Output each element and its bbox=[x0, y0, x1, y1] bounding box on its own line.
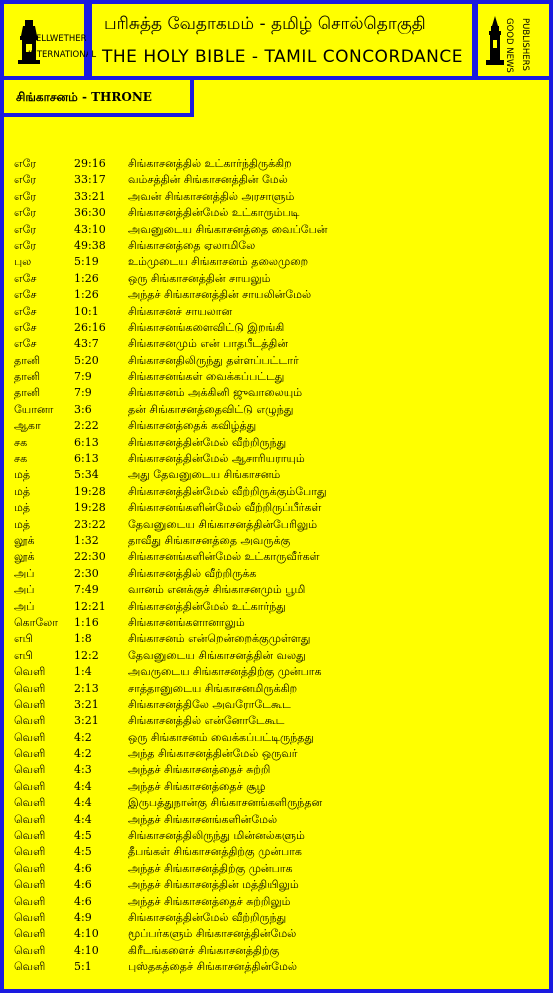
concordance-row bbox=[0, 353, 553, 369]
verse-reference: 4:4 bbox=[74, 812, 92, 826]
concordance-row bbox=[0, 943, 553, 959]
book-abbrev: வெளி bbox=[14, 779, 46, 793]
concordance-row bbox=[0, 697, 553, 713]
verse-reference: 7:49 bbox=[74, 583, 99, 597]
verse-text: அந்தச் சிங்காசனத்தின் சாயலின்மேல் bbox=[128, 288, 312, 302]
concordance-row bbox=[0, 762, 553, 778]
verse-reference: 5:20 bbox=[74, 353, 99, 367]
concordance-row bbox=[0, 467, 553, 483]
verse-text: அந்தச் சிங்காசனத்தைச் சுற்றிலும் bbox=[128, 894, 291, 908]
verse-text: சிங்காசனத்தின்மேல் வீற்றிருக்கும்போது bbox=[128, 484, 327, 498]
verse-reference: 6:13 bbox=[74, 435, 99, 449]
book-abbrev: வெளி bbox=[14, 697, 46, 711]
book-abbrev: வெளி bbox=[14, 894, 46, 908]
concordance-row bbox=[0, 533, 553, 549]
book-abbrev: மத் bbox=[14, 517, 31, 531]
verse-reference: 2:22 bbox=[74, 419, 99, 433]
verse-reference: 6:13 bbox=[74, 452, 99, 466]
book-abbrev: வெளி bbox=[14, 829, 46, 843]
verse-text: சிங்காசனங்களைவிட்டு இறங்கி bbox=[128, 320, 285, 334]
verse-text: சிங்காசனத்தில் வீற்றிருக்க bbox=[128, 566, 257, 580]
book-abbrev: வெளி bbox=[14, 943, 46, 957]
verse-reference: 2:30 bbox=[74, 566, 99, 580]
verse-text: சிங்காசனங்களின்மேல் வீற்றிருப்பீர்கள் bbox=[128, 501, 322, 515]
concordance-row bbox=[0, 156, 553, 172]
verse-text: சிங்காசனத்தை ஏலாமிலே bbox=[128, 238, 256, 252]
title-english: THE HOLY BIBLE - TAMIL CONCORDANCE bbox=[102, 47, 464, 67]
concordance-row bbox=[0, 484, 553, 500]
verse-text: அது தேவனுடைய சிங்காசனம் bbox=[128, 468, 281, 482]
concordance-row bbox=[0, 271, 553, 287]
verse-text: அந்த சிங்காசனத்தின்மேல் ஒருவர் bbox=[128, 747, 298, 761]
verse-text: தன் சிங்காசனத்தைவிட்டு எழுந்து bbox=[128, 402, 294, 416]
subject-box bbox=[0, 76, 194, 117]
verse-text: சிங்காசனத்திலே அவரோடேகூட bbox=[128, 697, 291, 711]
title-box bbox=[88, 0, 476, 80]
concordance-row bbox=[0, 779, 553, 795]
verse-text: ஒரு சிங்காசனம் வைக்கப்பட்டிருந்தது bbox=[128, 730, 314, 744]
book-abbrev: ஆகா bbox=[14, 419, 41, 433]
concordance-row bbox=[0, 254, 553, 270]
verse-reference: 10:1 bbox=[74, 304, 99, 318]
verse-reference: 5:1 bbox=[74, 960, 92, 974]
book-abbrev: தானி bbox=[14, 370, 41, 384]
verse-text: சிங்காசனமும் என் பாதபீடத்தின் bbox=[128, 337, 288, 351]
concordance-row bbox=[0, 418, 553, 434]
book-abbrev: எசே bbox=[14, 271, 37, 285]
book-abbrev: வெளி bbox=[14, 763, 46, 777]
concordance-row bbox=[0, 861, 553, 877]
verse-text: சிங்காசனச் சாயலான bbox=[128, 304, 233, 318]
verse-reference: 4:6 bbox=[74, 861, 92, 875]
verse-text: அந்தச் சிங்காசனத்திற்கு முன்பாக bbox=[128, 861, 293, 875]
concordance-row bbox=[0, 746, 553, 762]
book-abbrev: வெளி bbox=[14, 960, 46, 974]
verse-text: சிங்காசனம் அக்கினி ஜுவாலையும் bbox=[128, 386, 303, 400]
subject-heading: சிங்காசனம் - THRONE bbox=[16, 90, 152, 104]
concordance-row bbox=[0, 435, 553, 451]
right-logo-line1: GOOD NEWS bbox=[504, 18, 514, 73]
book-abbrev: எசே bbox=[14, 320, 37, 334]
concordance-row bbox=[0, 730, 553, 746]
verse-text: அவன் சிங்காசனத்தில் அரசாளும் bbox=[128, 189, 295, 203]
left-logo-line2: INTERNATIONAL bbox=[28, 50, 97, 60]
book-abbrev: தானி bbox=[14, 353, 41, 367]
verse-reference: 33:17 bbox=[74, 173, 106, 187]
concordance-row bbox=[0, 287, 553, 303]
concordance-row bbox=[0, 549, 553, 565]
verse-text: உம்முடைய சிங்காசனம் தலைமுறை bbox=[128, 255, 309, 269]
concordance-row bbox=[0, 172, 553, 188]
verse-text: தாவீது சிங்காசனத்தை அவருக்கு bbox=[128, 533, 291, 547]
concordance-row bbox=[0, 369, 553, 385]
book-abbrev: வெளி bbox=[14, 796, 46, 810]
verse-reference: 43:7 bbox=[74, 337, 99, 351]
verse-reference: 5:19 bbox=[74, 255, 99, 269]
concordance-row bbox=[0, 238, 553, 254]
verse-reference: 4:4 bbox=[74, 779, 92, 793]
verse-text: அவனுடைய சிங்காசனத்தை வைப்பேன் bbox=[128, 222, 328, 236]
book-abbrev: எரே bbox=[14, 238, 37, 252]
verse-reference: 4:10 bbox=[74, 927, 99, 941]
verse-reference: 12:21 bbox=[74, 599, 106, 613]
verse-text: ஒரு சிங்காசனத்தின் சாயலும் bbox=[128, 271, 271, 285]
verse-text: கிரீடங்களைச் சிங்காசனத்திற்கு bbox=[128, 943, 280, 957]
verse-reference: 4:10 bbox=[74, 943, 99, 957]
verse-reference: 29:16 bbox=[74, 157, 106, 170]
book-abbrev: வெளி bbox=[14, 730, 46, 744]
book-abbrev: வெளி bbox=[14, 747, 46, 761]
concordance-row bbox=[0, 959, 553, 975]
verse-text: அவருடைய சிங்காசனத்திற்கு முன்பாக bbox=[128, 665, 322, 679]
concordance-row bbox=[0, 320, 553, 336]
verse-reference: 3:6 bbox=[74, 402, 92, 416]
concordance-row bbox=[0, 631, 553, 647]
book-abbrev: லூக் bbox=[14, 533, 35, 547]
verse-text: சிங்காசனத்தின்மேல் வீற்றிருந்து bbox=[128, 910, 287, 924]
concordance-row bbox=[0, 517, 553, 533]
verse-reference: 4:5 bbox=[74, 829, 92, 843]
bellwether-logo bbox=[0, 0, 97, 80]
verse-reference: 1:26 bbox=[74, 288, 99, 302]
verse-reference: 4:5 bbox=[74, 845, 92, 859]
book-abbrev: வெளி bbox=[14, 665, 46, 679]
concordance-row bbox=[0, 189, 553, 205]
verse-reference: 4:3 bbox=[74, 763, 92, 777]
verse-reference: 26:16 bbox=[74, 320, 106, 334]
verse-reference: 5:34 bbox=[74, 468, 99, 482]
book-abbrev: லூக் bbox=[14, 550, 35, 564]
book-abbrev: எரே bbox=[14, 173, 37, 187]
verse-text: சிங்காசனத்தின்மேல் வீற்றிருந்து bbox=[128, 435, 287, 449]
verse-reference: 4:6 bbox=[74, 878, 92, 892]
book-abbrev: கொலோ bbox=[14, 615, 59, 629]
title-tamil: பரிசுத்த வேதாகமம் - தமிழ் சொல்தொகுதி bbox=[104, 14, 426, 34]
book-abbrev: வெளி bbox=[14, 861, 46, 875]
right-logo-line2: PUBLISHERS bbox=[520, 18, 530, 71]
concordance-row bbox=[0, 664, 553, 680]
good-news-logo bbox=[474, 0, 553, 80]
verse-reference: 33:21 bbox=[74, 189, 106, 203]
book-abbrev: வெளி bbox=[14, 910, 46, 924]
concordance-row bbox=[0, 812, 553, 828]
verse-reference: 3:21 bbox=[74, 714, 99, 728]
book-abbrev: மத் bbox=[14, 468, 31, 482]
book-abbrev: எபி bbox=[14, 632, 33, 646]
verse-reference: 19:28 bbox=[74, 501, 106, 515]
verse-text: அந்தச் சிங்காசனத்தைச் சுற்றி bbox=[128, 763, 271, 777]
concordance-row bbox=[0, 844, 553, 860]
book-abbrev: வெளி bbox=[14, 681, 46, 695]
concordance-row bbox=[0, 894, 553, 910]
book-abbrev: எசே bbox=[14, 304, 37, 318]
verse-reference: 1:32 bbox=[74, 533, 99, 547]
verse-reference: 2:13 bbox=[74, 681, 99, 695]
verse-text: சிங்காசனத்தின்மேல் ஆசாரியராயும் bbox=[128, 452, 305, 466]
concordance-row bbox=[0, 795, 553, 811]
verse-text: மூப்பர்களும் சிங்காசனத்தின்மேல் bbox=[128, 927, 297, 941]
book-abbrev: எரே bbox=[14, 206, 37, 220]
concordance-row bbox=[0, 336, 553, 352]
concordance-row bbox=[0, 877, 553, 893]
concordance-row bbox=[0, 385, 553, 401]
book-abbrev: எபி bbox=[14, 648, 33, 662]
verse-text: சிங்காசனதிலிருந்து தள்ளப்பட்டார் bbox=[128, 353, 299, 367]
book-abbrev: வெளி bbox=[14, 812, 46, 826]
verse-text: அந்தச் சிங்காசனத்தின் மத்தியிலும் bbox=[128, 878, 299, 892]
verse-reference: 1:8 bbox=[74, 632, 92, 646]
book-abbrev: சக bbox=[14, 435, 28, 449]
book-abbrev: தானி bbox=[14, 386, 41, 400]
verse-text: சிங்காசனங்கள் வைக்கப்பட்டது bbox=[128, 370, 285, 384]
verse-reference: 4:2 bbox=[74, 730, 92, 744]
verse-reference: 36:30 bbox=[74, 206, 106, 220]
verse-text: அந்தச் சிங்காசனங்களின்மேல் bbox=[128, 812, 278, 826]
book-abbrev: எரே bbox=[14, 222, 37, 236]
verse-reference: 1:4 bbox=[74, 665, 92, 679]
verse-reference: 4:4 bbox=[74, 796, 92, 810]
verse-text: சிங்காசனம் என்றென்றைக்குமுள்ளது bbox=[128, 632, 311, 646]
verse-text: புஸ்தகத்தைச் சிங்காசனத்தின்மேல் bbox=[128, 960, 297, 974]
verse-text: சிங்காசனத்தைக் கவிழ்த்து bbox=[128, 419, 257, 433]
verse-reference: 7:9 bbox=[74, 370, 92, 384]
concordance-row bbox=[0, 566, 553, 582]
verse-text: சாத்தானுடைய சிங்காசனமிருக்கிற bbox=[128, 681, 298, 695]
book-abbrev: சக bbox=[14, 452, 28, 466]
concordance-row bbox=[0, 582, 553, 598]
book-abbrev: மத் bbox=[14, 484, 31, 498]
verse-reference: 7:9 bbox=[74, 386, 92, 400]
verse-reference: 22:30 bbox=[74, 550, 106, 564]
verse-text: சிங்காசனங்களானாலும் bbox=[128, 615, 245, 629]
verse-text: சிங்காசனத்தில் என்னோடேகூட bbox=[128, 714, 285, 728]
book-abbrev: அப் bbox=[14, 583, 35, 597]
concordance-row bbox=[0, 648, 553, 664]
concordance-row bbox=[0, 713, 553, 729]
concordance-row bbox=[0, 451, 553, 467]
verse-reference: 43:10 bbox=[74, 222, 106, 236]
verse-text: தேவனுடைய சிங்காசனத்தின் வலது bbox=[128, 648, 306, 662]
verse-text: சிங்காசனத்தின்மேல் உட்கார்ந்து bbox=[128, 599, 286, 613]
verse-reference: 49:38 bbox=[74, 238, 106, 252]
verse-reference: 3:21 bbox=[74, 697, 99, 711]
verse-reference: 19:28 bbox=[74, 484, 106, 498]
verse-text: சிங்காசனங்களின்மேல் உட்காருவீர்கள் bbox=[128, 550, 320, 564]
concordance-row bbox=[0, 222, 553, 238]
book-abbrev: எசே bbox=[14, 288, 37, 302]
book-abbrev: வெளி bbox=[14, 878, 46, 892]
concordance-row bbox=[0, 926, 553, 942]
verse-reference: 4:6 bbox=[74, 894, 92, 908]
verse-text: சிங்காசனத்திலிருந்து மின்னல்களும் bbox=[128, 829, 305, 843]
verse-text: சிங்காசனத்தில் உட்கார்ந்திருக்கிற bbox=[128, 157, 292, 170]
book-abbrev: வெளி bbox=[14, 927, 46, 941]
verse-reference: 1:16 bbox=[74, 615, 99, 629]
concordance-row bbox=[0, 402, 553, 418]
concordance-list bbox=[0, 156, 553, 976]
book-abbrev: எசே bbox=[14, 337, 37, 351]
concordance-row bbox=[0, 205, 553, 221]
verse-reference: 23:22 bbox=[74, 517, 106, 531]
verse-reference: 4:9 bbox=[74, 910, 92, 924]
book-abbrev: வெளி bbox=[14, 714, 46, 728]
concordance-row bbox=[0, 304, 553, 320]
left-logo-line1: BELLWETHER bbox=[30, 34, 87, 44]
verse-text: அந்தச் சிங்காசனத்தைச் சூழ bbox=[128, 779, 266, 793]
verse-text: சிங்காசனத்தின்மேல் உட்காரும்படி bbox=[128, 206, 300, 220]
book-abbrev: வெளி bbox=[14, 845, 46, 859]
concordance-row bbox=[0, 828, 553, 844]
verse-reference: 4:2 bbox=[74, 747, 92, 761]
verse-text: இருபத்துநான்கு சிங்காசனங்களிருந்தன bbox=[128, 796, 323, 810]
book-abbrev: புல bbox=[14, 255, 32, 269]
book-abbrev: யோனா bbox=[14, 402, 54, 416]
verse-text: வானம் எனக்குச் சிங்காசனமும் பூமி bbox=[128, 583, 306, 597]
concordance-row bbox=[0, 681, 553, 697]
book-abbrev: அப் bbox=[14, 566, 35, 580]
verse-text: வம்சத்தின் சிங்காசனத்தின் மேல் bbox=[128, 173, 288, 187]
verse-reference: 12:2 bbox=[74, 648, 99, 662]
book-abbrev: எரே bbox=[14, 157, 37, 170]
concordance-row bbox=[0, 599, 553, 615]
book-abbrev: அப் bbox=[14, 599, 35, 613]
concordance-row bbox=[0, 615, 553, 631]
concordance-row bbox=[0, 910, 553, 926]
verse-reference: 1:26 bbox=[74, 271, 99, 285]
verse-text: தேவனுடைய சிங்காசனத்தின்பேரிலும் bbox=[128, 517, 318, 531]
concordance-row bbox=[0, 500, 553, 516]
book-abbrev: மத் bbox=[14, 501, 31, 515]
book-abbrev: எரே bbox=[14, 189, 37, 203]
verse-text: தீபங்கள் சிங்காசனத்திற்கு முன்பாக bbox=[128, 845, 302, 859]
